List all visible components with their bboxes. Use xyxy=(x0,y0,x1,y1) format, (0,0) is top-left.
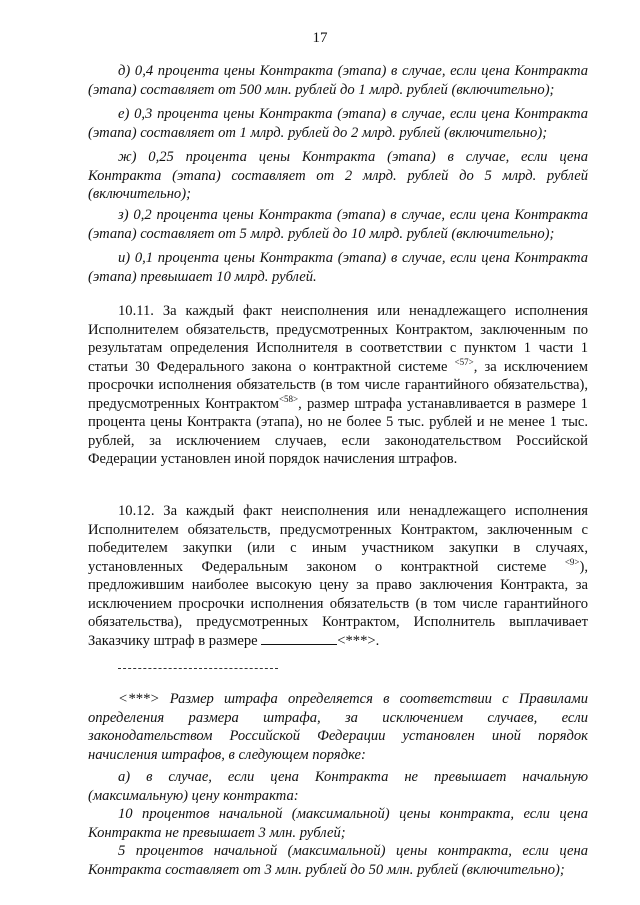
list-text: 0,4 процента цены Контракта (этапа) в случае, если цена Контракта (этапа) составляет от 500 млн. рублей до 1 млрд. рублей (включительно); xyxy=(88,63,588,98)
list-marker: ж) xyxy=(118,149,137,165)
list-marker: а) xyxy=(118,769,131,785)
clause-text: , размер штрафа устанавливается в размере 1 процента цены Контракта (этапа), но не более 5 тыс. рублей и не менее 1 тыс. рублей, за исключением случаев, если законодательством Российской Федерации установлен иной порядок начисления штрафов. xyxy=(88,395,588,467)
list-item-zh xyxy=(88,148,588,204)
footnote-ref: <58> xyxy=(278,393,299,404)
list-text: в случае, если цена Контракта не превышает начальную (максимальную) цену контракта: xyxy=(88,769,588,804)
clause-text: 10.11. За каждый факт неисполнения или ненадлежащего исполнения Исполнителем обязательств, предусмотренных Контрактом, заключенным по результатам определения Исполнителя в соответствии с пунктом 1 части 1 статьи 30 Федерального закона о контрактной системе xyxy=(88,303,588,375)
clause-text: 10.12. За каждый факт неисполнения или ненадлежащего исполнения Исполнителем обязательств, предусмотренных Контрактом, заключенным с победителем закупки (или с иным участником закупки в случаях, установленных Федеральным законом о контрактной системе xyxy=(88,503,588,575)
list-text: 0,1 процента цены Контракта (этапа) в случае, если цена Контракта (этапа) превышает 10 млрд. рублей. xyxy=(88,250,588,285)
list-marker: з) xyxy=(118,207,129,223)
clause-10-11 xyxy=(88,302,588,469)
list-text: 0,25 процента цены Контракта (этапа) в случае, если цена Контракта (этапа) составляет от 2 млрд. рублей до 5 млрд. рублей (включительно); xyxy=(88,149,588,202)
footnote xyxy=(88,690,588,879)
footnote-ref: <***> xyxy=(337,632,376,649)
fill-in-blank xyxy=(261,632,337,645)
list-item-z xyxy=(88,206,588,243)
list-text: 0,2 процента цены Контракта (этапа) в случае, если цена Контракта (этапа) составляет от 5 млрд. рублей до 10 млрд. рублей (включительно); xyxy=(88,207,588,242)
clause-text: . xyxy=(375,632,380,649)
clause-10-12 xyxy=(88,502,588,650)
page-number: 17 xyxy=(312,30,328,46)
clause-text: ), предложившим наиболее высокую цену за право заключения Контракта, за исключением просрочки исполнения обязательств (в том числе гарантийного обязательства), предусмотренных Контрактом, Исполнитель выплачивает Заказчику штраф в размере xyxy=(88,558,588,649)
footnote-separator xyxy=(118,668,278,669)
footnote-ref: <9> xyxy=(564,556,580,567)
footnote-line: 10 процентов начальной (максимальной) цены контракта, если цена Контракта не превышает 3 млн. рублей; xyxy=(88,806,588,841)
footnote-marker: <***> xyxy=(118,691,160,707)
list-marker: д) xyxy=(118,63,131,79)
footnote-text: Размер штрафа определяется в соответствии с Правилами определения размера штрафа, за исключением случаев, если законодательством Российской Федерации установлен иной порядок начисления штрафов, в следующем порядке: xyxy=(88,691,588,763)
list-item-i xyxy=(88,249,588,286)
footnote-line: 5 процентов начальной (максимальной) цены контракта, если цена Контракта составляет от 3 млн. рублей до 50 млн. рублей (включительно); xyxy=(88,843,588,878)
list-text: 0,3 процента цены Контракта (этапа) в случае, если цена Контракта (этапа) составляет от 1 млрд. рублей до 2 млрд. рублей (включительно); xyxy=(88,106,588,141)
clause-text: , за исключением просрочки исполнения обязательств (в том числе гарантийного обязательства), предусмотренных Контрактом xyxy=(88,358,589,412)
list-marker: и) xyxy=(118,250,131,266)
list-marker: е) xyxy=(118,106,130,122)
list-item-d xyxy=(88,62,588,99)
list-item-e xyxy=(88,105,588,142)
footnote-ref: <57> xyxy=(454,356,474,367)
